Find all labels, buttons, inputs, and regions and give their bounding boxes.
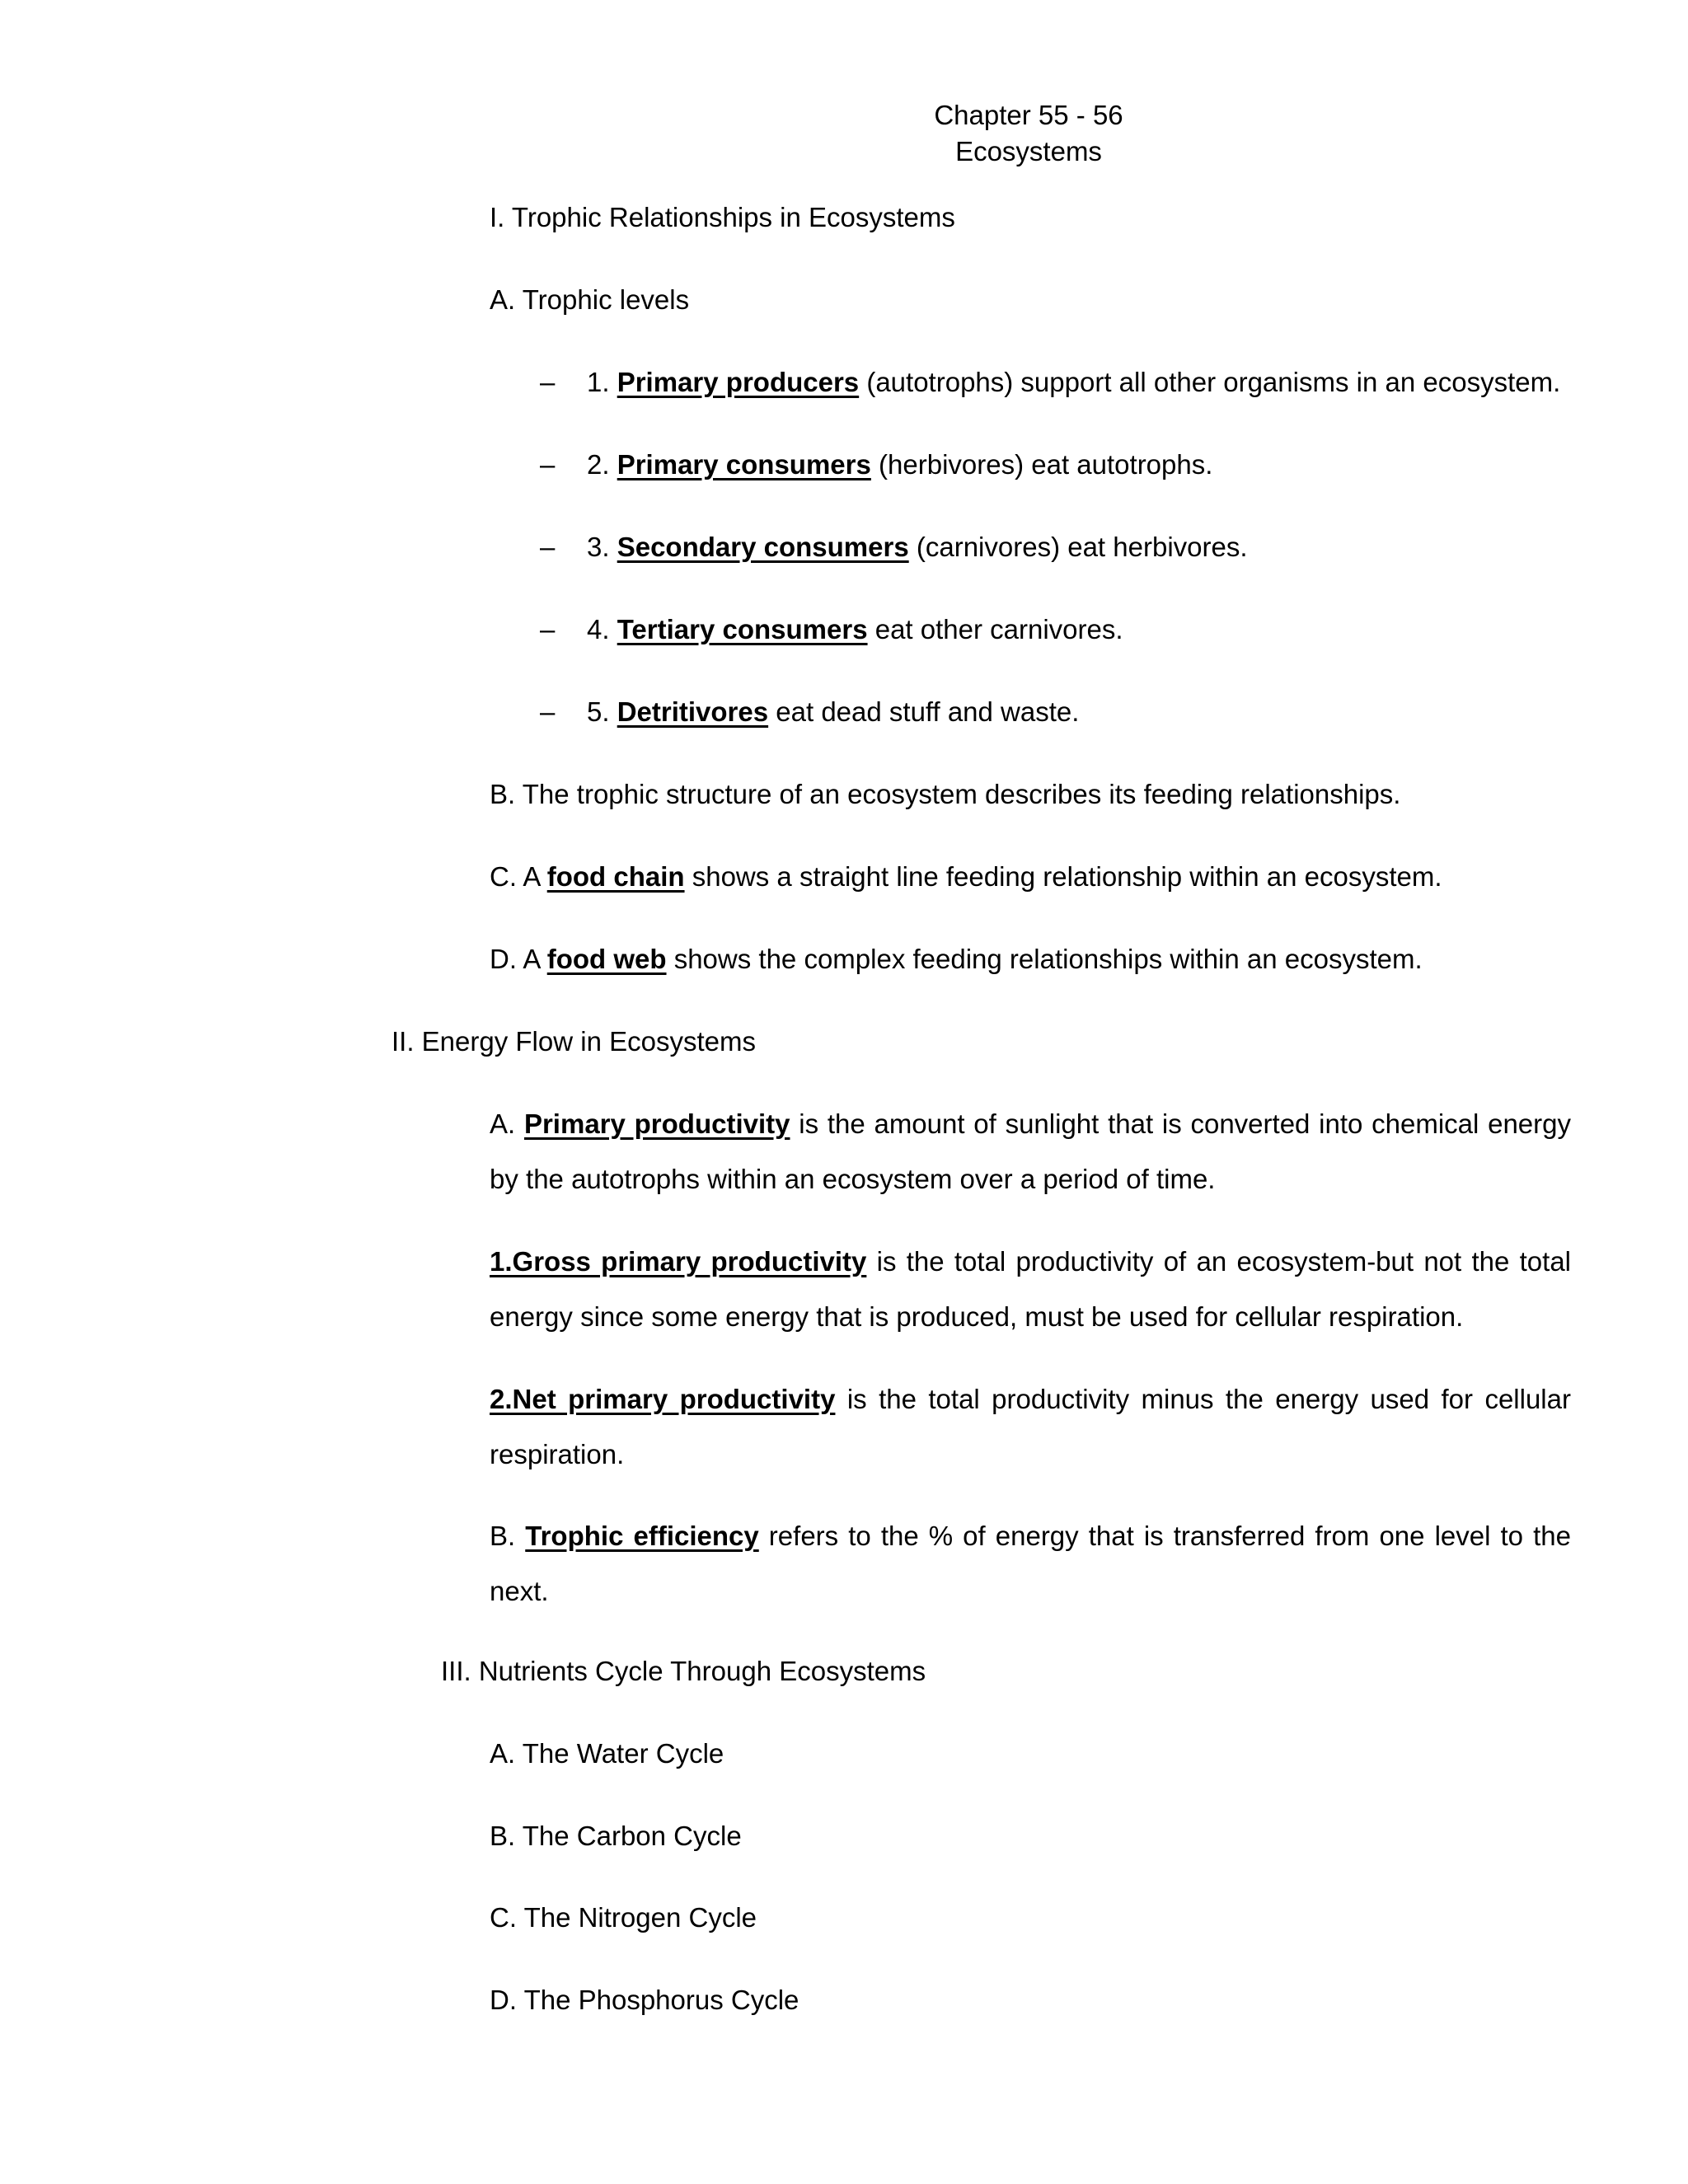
gross-productivity-paragraph — [490, 1234, 1571, 1344]
cycle-item-phosphorus: D. The Phosphorus Cycle — [490, 1985, 799, 2015]
item-number: 4. — [587, 614, 617, 644]
term-trophic-efficiency: Trophic efficiency — [525, 1521, 759, 1551]
list-item-text — [587, 613, 1123, 646]
item-description: (herbivores) eat autotrophs. — [870, 449, 1213, 480]
section-1-a-heading: A. Trophic levels — [490, 284, 690, 315]
term-detritivores: Detritivores — [617, 696, 769, 727]
item-description: (carnivores) eat herbivores. — [908, 532, 1248, 562]
list-item-text — [587, 366, 1560, 399]
page-subtitle: Ecosystems — [955, 136, 1102, 166]
list-item-text — [587, 448, 1212, 481]
list-item-text — [587, 531, 1248, 564]
net-description: is the total productivity minus the energy used for cellular respiration. — [490, 1384, 1571, 1469]
cycle-item-water: A. The Water Cycle — [490, 1738, 724, 1769]
c-prefix: C. A — [490, 861, 547, 892]
cycle-item-nitrogen: C. The Nitrogen Cycle — [490, 1902, 757, 1933]
item-description: eat other carnivores. — [867, 614, 1123, 644]
item-description: eat dead stuff and waste. — [768, 696, 1080, 727]
section-2-b-paragraph — [490, 1508, 1571, 1619]
term-primary-productivity: Primary productivity — [523, 1108, 790, 1139]
list-item-text — [587, 696, 1079, 729]
cycle-item-carbon: B. The Carbon Cycle — [490, 1821, 742, 1851]
section-1-heading: I. Trophic Relationships in Ecosystems — [490, 202, 955, 232]
item-number: 3. — [587, 532, 617, 562]
term-tertiary-consumers: Tertiary consumers — [617, 614, 868, 644]
item-number: 5. — [587, 696, 617, 727]
item-number: 1. — [587, 367, 617, 397]
term-food-web: food web — [546, 944, 667, 974]
dash-bullet: – — [540, 532, 556, 562]
term-food-chain: food chain — [546, 861, 685, 892]
item-description: (autotrophs) support all other organisms in an ecosystem. — [859, 367, 1561, 397]
dash-bullet: – — [540, 696, 556, 727]
term-net-primary-productivity: 2.Net primary productivity — [490, 1384, 836, 1414]
dash-bullet: – — [540, 614, 556, 644]
section-1-d-text — [490, 943, 1423, 976]
section-3-heading: III. Nutrients Cycle Through Ecosystems — [441, 1656, 926, 1686]
section-2-a-paragraph — [490, 1096, 1571, 1207]
d-prefix: D. A — [490, 944, 547, 974]
net-productivity-paragraph — [490, 1371, 1571, 1482]
section-2-heading: II. Energy Flow in Ecosystems — [392, 1026, 756, 1057]
dash-bullet: – — [540, 449, 556, 480]
item-number: 2. — [587, 449, 617, 480]
b-prefix: B. — [490, 1521, 526, 1551]
section-1-c-text — [490, 860, 1442, 893]
term-gross-primary-productivity: 1.Gross primary productivity — [490, 1246, 867, 1277]
a-prefix: A. — [490, 1108, 524, 1139]
d-description: shows the complex feeding relationships within an ecosystem. — [666, 944, 1423, 974]
term-primary-producers: Primary producers — [617, 367, 860, 397]
dash-bullet: – — [540, 367, 556, 397]
gross-description: is the total productivity of an ecosystem-but not the total energy since some energy that is produced, must be used for cellular respiration. — [490, 1246, 1571, 1332]
c-description: shows a straight line feeding relationship within an ecosystem. — [684, 861, 1442, 892]
section-1-b-text: B. The trophic structure of an ecosystem describes its feeding relationships. — [490, 779, 1401, 809]
a-description: is the amount of sunlight that is converted into chemical energy by the autotrophs within an ecosystem over a period of time. — [490, 1108, 1571, 1194]
b-description: refers to the % of energy that is transferred from one level to the next. — [490, 1521, 1571, 1606]
term-secondary-consumers: Secondary consumers — [617, 532, 909, 562]
term-primary-consumers: Primary consumers — [617, 449, 871, 480]
page-title: Chapter 55 - 56 — [934, 100, 1123, 130]
